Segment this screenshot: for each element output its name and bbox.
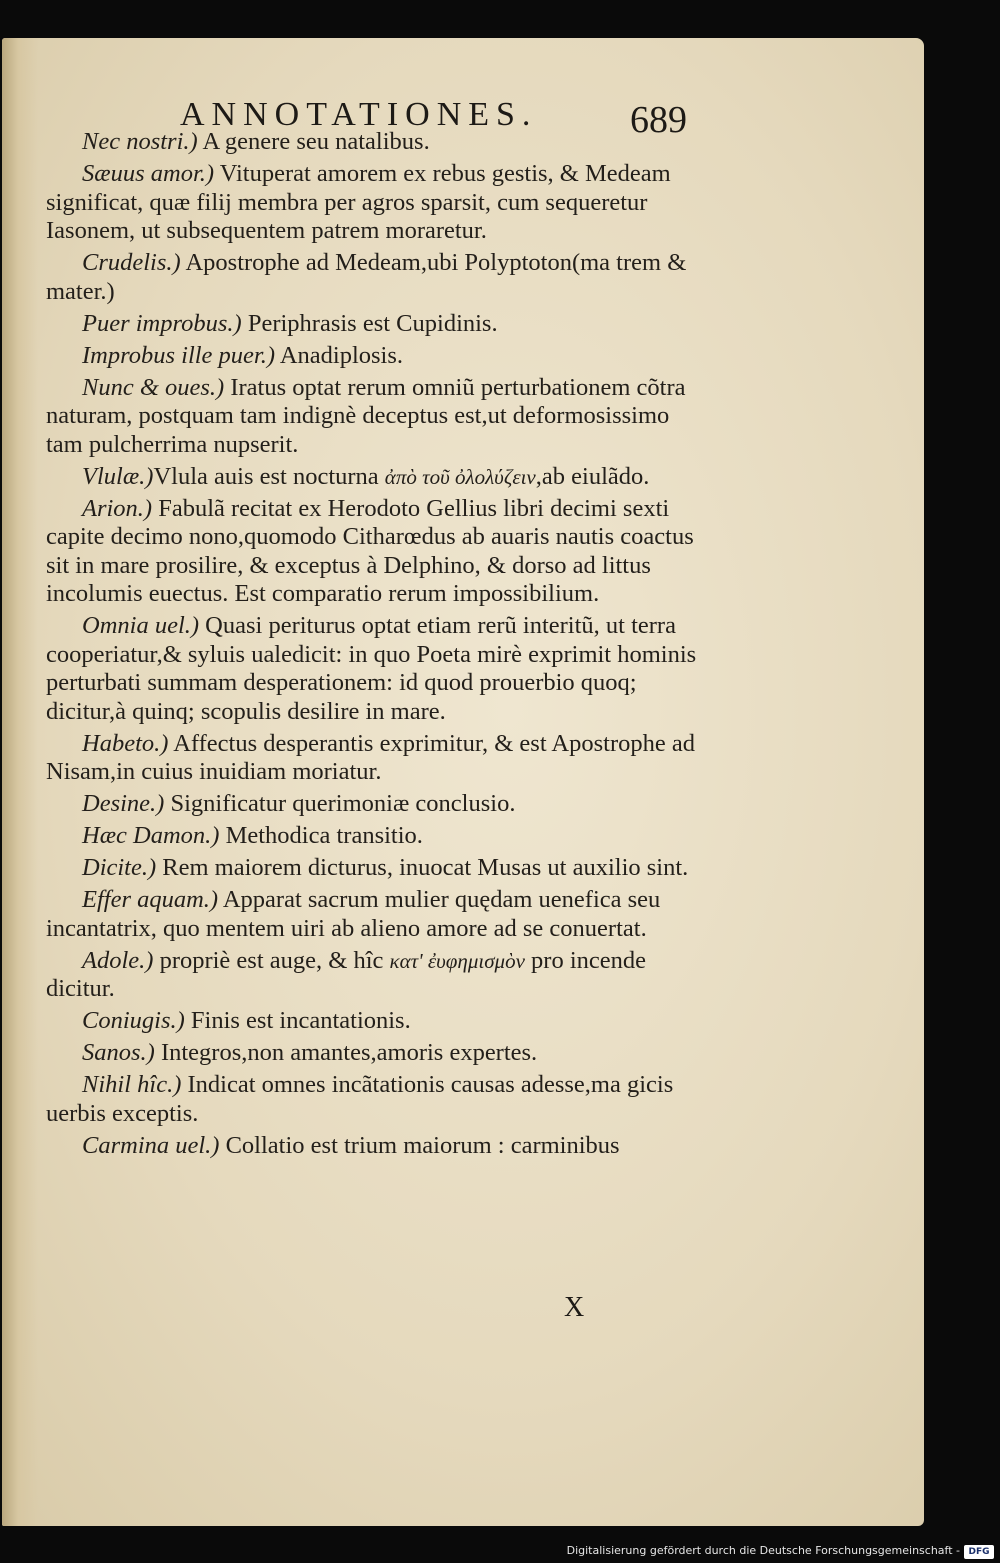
gloss-continued: pro incende dicitur.	[46, 946, 647, 1002]
annotation-entry	[46, 160, 706, 246]
gloss: Indicat omnes incãtationis causas adesse,ma gicis uerbis exceptis.	[46, 1071, 674, 1127]
lemma: Vlulæ.)	[82, 462, 154, 490]
lemma: Coniugis.)	[82, 1007, 185, 1034]
gloss: Vituperat amorem ex rebus gestis, & Medeam significat, quæ filij membra per agros sparsit, cum sequeretur Iasonem, ut subsequentem patrem moraretur.	[46, 160, 671, 244]
lemma: Sæuus amor.)	[82, 160, 215, 187]
gloss: propriè est auge, & hîc	[153, 946, 390, 974]
gloss: Significatur querimoniæ conclusio.	[164, 790, 516, 817]
lemma: Adole.)	[82, 946, 154, 974]
annotation-entry	[46, 310, 706, 339]
annotation-text	[46, 128, 706, 1164]
gloss-continued: ,ab eiulãdo.	[535, 462, 650, 490]
annotation-entry	[46, 730, 706, 787]
funding-credit: Digitalisierung gefördert durch die Deutsche Forschungsgemeinschaft -	[566, 1544, 960, 1557]
lemma: Habeto.)	[82, 729, 169, 757]
lemma: Dicite.)	[82, 854, 157, 881]
annotation-entry	[46, 1071, 706, 1128]
gloss: Fabulã recitat ex Herodoto Gellius libri decimi sexti capite decimo nono,quomodo Citharœdus ab auaris nautis coactus sit in mare prosilire, & exceptus à Delphino, & dorso ad littus incolumis euectus. Est comparatio rerum impossibilium.	[46, 494, 694, 607]
lemma: Nec nostri.)	[82, 128, 198, 155]
annotation-entry	[46, 822, 706, 851]
greek-phrase: κατ' ἐυφημισμὸν	[389, 948, 525, 973]
gloss: Anadiplosis.	[275, 341, 404, 369]
lemma: Puer improbus.)	[82, 309, 242, 337]
gloss: Apostrophe ad Medeam,ubi Polyptoton(ma trem & mater.)	[46, 249, 687, 305]
gloss: Integros,non amantes,amoris expertes.	[154, 1039, 538, 1066]
gloss: Affectus desperantis exprimitur, & est Apostrophe ad Nisam,in cuius inuidiam moriatur.	[46, 729, 695, 785]
annotation-entry	[46, 1007, 706, 1036]
lemma: Crudelis.)	[82, 249, 181, 276]
page-number: 689	[630, 99, 687, 141]
gloss: Vlula auis est nocturna	[153, 462, 385, 490]
lemma: Hæc Damon.)	[82, 822, 220, 849]
annotation-entry	[46, 342, 706, 371]
lemma: Nihil hîc.)	[82, 1071, 182, 1098]
lemma: Arion.)	[82, 494, 153, 522]
lemma: Carmina uel.)	[82, 1131, 220, 1159]
annotation-entry	[46, 463, 706, 492]
signature-mark: X	[564, 1292, 585, 1323]
annotation-entry	[46, 854, 706, 883]
running-head: ANNOTATIONES.	[180, 96, 538, 133]
gloss: Methodica transitio.	[219, 822, 423, 849]
annotation-entry	[46, 612, 706, 726]
annotation-entry	[46, 249, 706, 306]
annotation-entry	[46, 886, 706, 943]
greek-phrase: ἀπὸ τοῦ ὀλολύζειν	[384, 464, 536, 489]
gloss: A genere seu natalibus.	[197, 128, 430, 155]
lemma: Omnia uel.)	[82, 612, 200, 639]
annotation-entry	[46, 790, 706, 819]
page-gutter-shadow	[2, 38, 38, 1526]
book-page	[2, 38, 924, 1526]
dfg-logo-icon: DFG	[964, 1545, 994, 1559]
gloss: Collatio est trium maiorum : carminibus	[219, 1131, 620, 1159]
annotation-entry	[46, 374, 706, 460]
gloss: Rem maiorem dicturus, inuocat Musas ut auxilio sint.	[156, 854, 689, 881]
annotation-entry	[46, 128, 706, 157]
annotation-entry	[46, 947, 706, 1004]
annotation-entry	[46, 1132, 706, 1161]
lemma: Sanos.)	[82, 1039, 155, 1066]
lemma: Effer aquam.)	[82, 886, 219, 913]
annotation-entry	[46, 495, 706, 609]
gloss: Quasi periturus optat etiam rerũ interitũ, ut terra cooperiatur,& syluis ualedicit: in quo Poeta mirè exprimit hominis perturbati summam desperationem: id quod prouerbio quoq; dicitur,à quinq; scopulis desilire in mare.	[46, 612, 697, 725]
gloss: Periphrasis est Cupidinis.	[241, 309, 498, 337]
gloss: Iratus optat rerum omniũ perturbationem cõtra naturam, postquam tam indignè deceptus est,ut deformosissimo tam pulcherrima nupserit.	[46, 373, 686, 458]
gloss: Apparat sacrum mulier quędam uenefica seu incantatrix, quo mentem uiri ab alieno amore ad se conuertat.	[46, 886, 661, 942]
footer-bar	[0, 1526, 1000, 1563]
gloss: Finis est incantationis.	[184, 1007, 411, 1034]
lemma: Desine.)	[82, 790, 165, 817]
lemma: Improbus ille puer.)	[82, 341, 276, 369]
lemma: Nunc & oues.)	[82, 373, 225, 401]
annotation-entry	[46, 1039, 706, 1068]
